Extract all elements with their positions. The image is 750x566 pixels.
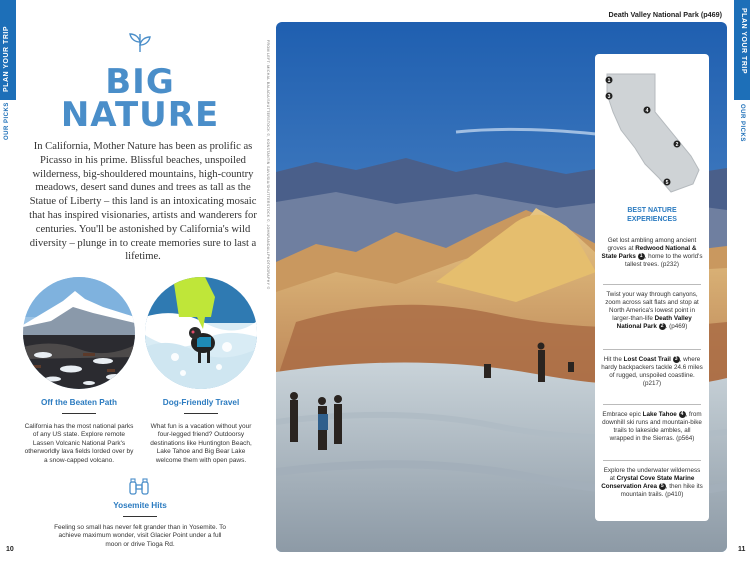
experience-item: Explore the underwater wilderness at Crystal Cove State Marine Conservation Area 5 , then hike its mountain trails. (p410) xyxy=(601,467,703,499)
panel-divider xyxy=(603,349,701,350)
map-marker-5: 5 xyxy=(665,179,669,186)
yosemite-text: Feeling so small has never felt grander than in Yosemite. To achieve maximum wonder, visit Glacier Point under a full moon or drive Tioga Rd. xyxy=(54,524,226,548)
sub-tab-label: OUR PICKS xyxy=(4,102,10,140)
california-map xyxy=(599,60,705,200)
page-number-left: 10 xyxy=(6,546,14,553)
intro-paragraph: In California, Mother Nature has been as prolific as Picasso in his prime. Blissful beaches, unspoiled wilderness, big-shouldered mountains, high-country meadows, desert sand dunes and trees as tall as the Statue of Liberty – this land is an intoxicating mosaic that has inspired visionaries, artists and wanderers for centuries. You'll be astonished by California's wild diversity – plunge in to create memories sure to last a lifetime. xyxy=(29,141,257,263)
page-title: BIG NATURE xyxy=(60,62,220,135)
experience-item: Get lost ambling among ancient groves at Redwood National & State Parks 1 , home to the world's tallest trees. (p232) xyxy=(601,237,703,269)
yosemite-heading: Yosemite Hits xyxy=(113,501,167,510)
column-heading-dog-friendly: Dog-Friendly Travel xyxy=(162,398,240,407)
photo-lassen-volcanic xyxy=(23,277,135,389)
experience-item: Hit the Lost Coast Trail 3 , where hardy backpackers tackle 24.6 miles of rugged, unspoiled coastline. (p217) xyxy=(601,356,703,388)
experience-item: Embrace epic Lake Tahoe 4 , from downhill ski runs and mountain-bike trails to lakeside ambles, all wrapped in the Sierras. (p564) xyxy=(602,411,702,443)
map-marker-4: 4 xyxy=(645,107,649,114)
panel-title: BEST NATURE EXPERIENCES xyxy=(627,207,677,223)
best-experiences-panel xyxy=(595,54,709,521)
side-tab-right xyxy=(734,0,750,100)
column-divider xyxy=(62,413,96,414)
column-heading-off-beaten-path: Off the Beaten Path xyxy=(41,398,117,407)
map-marker-1: 1 xyxy=(607,77,611,84)
panel-divider xyxy=(603,284,701,285)
photo-caption: Death Valley National Park (p469) xyxy=(608,10,722,19)
side-tab-label: PLAN YOUR TRIP xyxy=(740,8,747,74)
side-tab-left xyxy=(0,0,16,100)
yosemite-divider xyxy=(123,516,157,517)
map-marker-2: 2 xyxy=(675,141,679,148)
photo-dog-in-surf xyxy=(145,277,257,389)
column-text-dog-friendly: What fun is a vacation without your four-legged friend? Outdoorsy destinations like Huntington Beach, Lake Tahoe and Big Bear Lake welcome them with open paws. xyxy=(150,423,252,464)
panel-divider xyxy=(603,404,701,405)
experience-item: Twist your way through canyons, zoom across salt flats and stop at North America's lowest point in larger-than-life Death Valley National Park 2 . (p469) xyxy=(605,291,699,331)
sub-tab-label: OUR PICKS xyxy=(739,104,745,142)
panel-divider xyxy=(603,460,701,461)
photo-credit: FROM LEFT: MICHAL BALADA/SHUTTERSTOCK ©, KONSTANTIN SAVUSIA/SHUTTERSTOCK ©, JOHNRANDALLPHOTOGRAPHY © xyxy=(266,40,270,290)
map-marker-3: 3 xyxy=(607,93,611,100)
binoculars-icon xyxy=(128,478,150,496)
side-tab-label: PLAN YOUR TRIP xyxy=(3,26,10,92)
column-text-off-beaten-path: California has the most national parks of any US state. Explore remote Lassen Volcanic National Park's otherworldly lava fields lorded over by a snow-capped volcano. xyxy=(24,423,134,464)
leaf-icon xyxy=(126,30,154,54)
page-number-right: 11 xyxy=(738,546,746,553)
column-divider xyxy=(184,413,218,414)
